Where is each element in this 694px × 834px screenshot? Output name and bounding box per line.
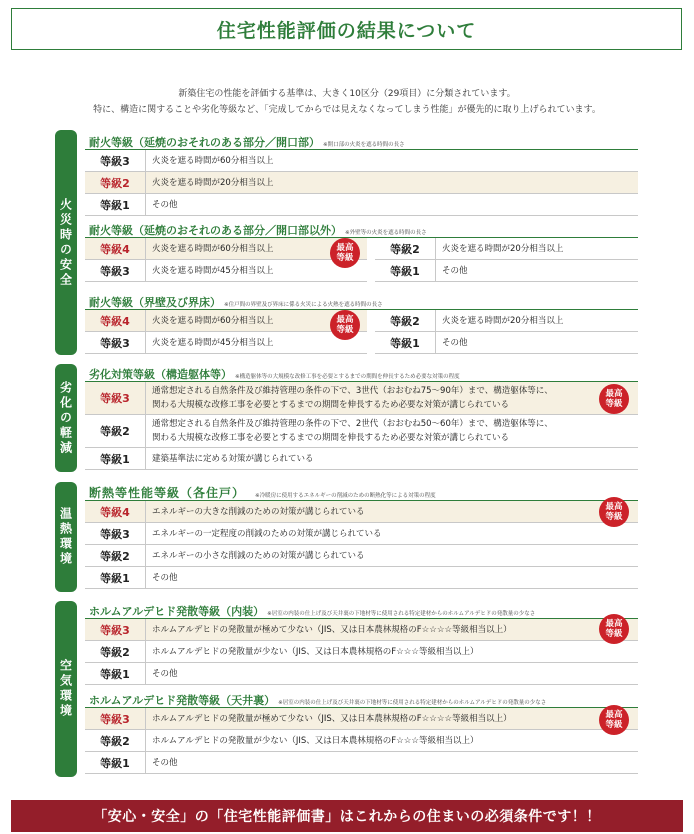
item-title-formaldehyde-ceiling: ホルムアルデヒド発散等級（天井裏） ※居室の内装の仕上げ及び天井裏の下地材等に使用される特定建材からのホルムアルデヒドの発散量の少なさ — [89, 694, 547, 707]
grade-row: 等級1 その他 — [375, 332, 638, 354]
item-title-formaldehyde-interior: ホルムアルデヒド発散等級（内装） ※居室の内装の仕上げ及び天井裏の下地材等に使用される特定建材からのホルムアルデヒドの発散量の少なさ — [89, 605, 536, 618]
intro-line-2: 特に、構造に関することや劣化等級など、「完成してからでは見えなくなってしまう性能」が優先的に取り上げられています。 — [93, 105, 601, 115]
grade-row: 等級2 ホルムアルデヒドの発散量が少ない（JIS、又は日本農林規格のF☆☆☆等級相当以上） — [85, 730, 638, 752]
top-grade-badge: 最高 等級 — [599, 497, 629, 527]
grade-row: 等級2 火炎を遮る時間が20分相当以上 — [375, 310, 638, 332]
page-title — [11, 8, 682, 50]
grade-row-current: 等級4 エネルギーの大きな削減のための対策が講じられている — [85, 501, 638, 523]
section-label-degradation: 劣化の軽減 — [55, 364, 77, 472]
item-title-degradation: 劣化対策等級（構造躯体等） ※構造躯体等の大規模な改修工事を必要とするまでの期間を伸長するため必要な対策の程度 — [89, 368, 460, 381]
footer-banner: 「安心・安全」の「住宅性能評価書」はこれからの住まいの必須条件です！！ — [11, 800, 683, 832]
grade-row: 等級3 エネルギーの一定程度の削減のための対策が講じられている — [85, 523, 638, 545]
grade-row: 等級3 火炎を遮る時間が60分相当以上 — [85, 150, 638, 172]
grade-row: 等級1 その他 — [85, 752, 638, 774]
item-title-thermal: 断熱等性能等級（各住戸） ※冷暖房に使用するエネルギーの削減のための断熱化等による対策の程度 — [89, 486, 436, 500]
grade-row: 等級1 その他 — [375, 260, 638, 282]
intro-line-1: 新築住宅の性能を評価する基準は、大きく10区分（29項目）に分類されています。 — [178, 89, 516, 99]
grade-row-current: 等級3 ホルムアルデヒドの発散量が極めて少ない（JIS、又は日本農林規格のF☆☆☆☆等級相当以上） — [85, 619, 638, 641]
top-grade-badge: 最高 等級 — [599, 614, 629, 644]
grade-row-current: 等級4 火炎を遮る時間が60分相当以上 — [85, 310, 367, 332]
grade-row: 等級2 ホルムアルデヒドの発散量が少ない（JIS、又は日本農林規格のF☆☆☆等級相当以上） — [85, 641, 638, 663]
grade-row: 等級2 エネルギーの小さな削減のための対策が講じられている — [85, 545, 638, 567]
grade-row: 等級1 建築基準法に定める対策が講じられている — [85, 448, 638, 470]
top-grade-badge: 最高 等級 — [599, 705, 629, 735]
item-title-fire-partition: 耐火等級（界壁及び界床） ※住戸間の界壁及び界床に係る火災による火熱を遮る時間の長さ — [89, 296, 383, 309]
grade-row-current: 等級3 通常想定される自然条件及び維持管理の条件の下で、3世代（おおむね75～90年）まで、構造躯体等に、 関わる大規模な改修工事を必要とするまでの期間を伸長するため必要な対策が講じられている — [85, 382, 638, 415]
top-grade-badge: 最高 等級 — [330, 310, 360, 340]
grade-row: 等級3 火炎を遮る時間が45分相当以上 — [85, 332, 367, 354]
item-title-fire-opening: 耐火等級（延焼のおそれのある部分／開口部） ※開口部の火炎を遮る時間の長さ — [89, 136, 405, 149]
grade-row: 等級1 その他 — [85, 567, 638, 589]
grade-row-current: 等級3 ホルムアルデヒドの発散量が極めて少ない（JIS、又は日本農林規格のF☆☆☆☆等級相当以上） — [85, 708, 638, 730]
page-title-text: 住宅性能評価の結果について — [216, 19, 477, 42]
grade-row-current: 等級2 火炎を遮る時間が20分相当以上 — [85, 172, 638, 194]
top-grade-badge: 最高 等級 — [599, 384, 629, 414]
top-grade-badge: 最高 等級 — [330, 238, 360, 268]
grade-row: 等級3 火炎を遮る時間が45分相当以上 — [85, 260, 367, 282]
section-label-fire-safety: 火災時の安全 — [55, 130, 77, 355]
grade-row: 等級2 通常想定される自然条件及び維持管理の条件の下で、2世代（おおむね50～60年）まで、構造躯体等に、 関わる大規模な改修工事を必要とするまでの期間を伸長するため必要な対策が講じられている — [85, 415, 638, 448]
grade-row-current: 等級4 火炎を遮る時間が60分相当以上 — [85, 238, 367, 260]
item-title-fire-wall: 耐火等級（延焼のおそれのある部分／開口部以外） ※外壁等の火炎を遮る時間の長さ — [89, 224, 427, 237]
section-label-thermal: 温熱環境 — [55, 482, 77, 592]
section-label-air: 空気環境 — [55, 601, 77, 777]
grade-row: 等級2 火炎を遮る時間が20分相当以上 — [375, 238, 638, 260]
grade-row: 等級1 その他 — [85, 194, 638, 216]
grade-row: 等級1 その他 — [85, 663, 638, 685]
